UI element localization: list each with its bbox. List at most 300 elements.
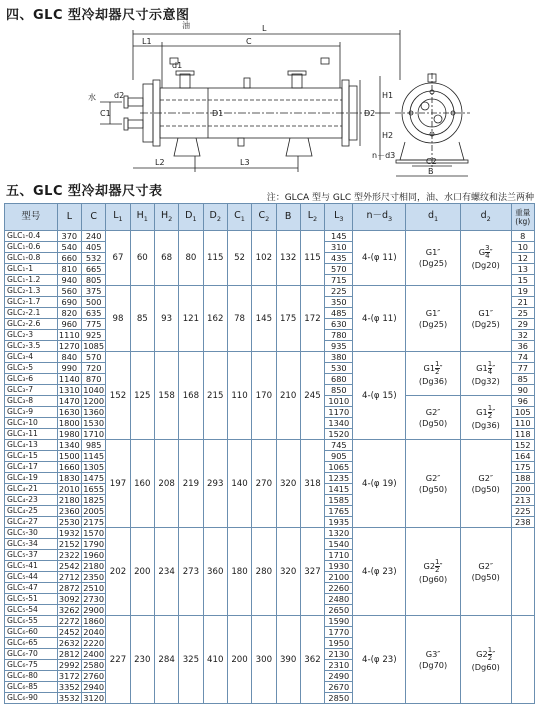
cell-d2-inch-mark: ″ — [492, 406, 496, 417]
cell-model: GLC₅-30 — [5, 528, 58, 539]
cell-D2: 410 — [203, 616, 227, 704]
cell-model: GLC₂-3.5 — [5, 341, 58, 352]
cell-C: 665 — [82, 264, 106, 275]
cell-L: 3262 — [58, 605, 80, 615]
cell-model: GLC₆-90 — [5, 693, 58, 704]
table-row — [5, 616, 535, 627]
cell-d1 — [406, 440, 461, 528]
cell-d2-inch-mark: ″ — [489, 247, 493, 257]
cell-B: 132 — [276, 231, 300, 286]
cell-d2-dg: (Dg50) — [471, 571, 500, 582]
cell-B: 210 — [276, 352, 300, 440]
cell-D1: 273 — [179, 528, 203, 616]
section4-title: 四、GLC 型冷却器尺寸示意图 — [6, 8, 190, 23]
cooler-dimension-drawing — [0, 18, 538, 178]
cell-d2-dg: (Dg32) — [471, 375, 500, 386]
cell-C: 532 — [82, 253, 106, 264]
col-H1: $H_1$ — [130, 204, 154, 231]
cell-L3: 850 — [325, 385, 353, 396]
cell-B: 320 — [276, 440, 300, 528]
cell-weight: 188 — [511, 473, 534, 484]
cell-model: GLC₂-3 — [5, 330, 58, 341]
cell-model: GLC₃-11 — [5, 429, 58, 440]
cell-d1-num: 1 — [435, 359, 440, 368]
cell-d1-thread: G1″ — [425, 307, 441, 318]
cell-L3: 350 — [325, 297, 353, 308]
cell-d2-dg: (Dg60) — [471, 661, 500, 672]
cell-model: GLC₅-47 — [5, 583, 58, 594]
cell-model: GLC₆-60 — [5, 627, 58, 638]
cell-d2-den: 4 — [485, 252, 490, 260]
dim-label-C1: C1 — [100, 109, 111, 118]
cell-d1-dg: (Dg25) — [418, 258, 448, 268]
cell-L3: 435 — [325, 253, 353, 264]
cell-L: 3532 — [58, 693, 80, 703]
cell-L3: 145 — [325, 231, 353, 242]
cell-weight: 29 — [511, 319, 534, 330]
cell-L: 1500 — [58, 451, 80, 461]
cell-C: 1200 — [83, 396, 105, 406]
table-row — [5, 528, 535, 539]
cell-weight: 225 — [511, 506, 534, 517]
dim-label-L1: L1 — [142, 37, 152, 46]
cell-L: 960 — [57, 319, 81, 330]
cell-C: 2760 — [83, 671, 105, 681]
cell-d2-num: 1 — [487, 359, 493, 368]
cell-L3: 715 — [325, 275, 353, 286]
cell-C: 635 — [82, 308, 106, 319]
cell-model: GLC₂-1.3 — [5, 286, 58, 297]
cell-L1: 202 — [106, 528, 130, 616]
cell-L: 2632 — [58, 638, 80, 648]
cell-L: 370 — [57, 231, 81, 242]
cell-d1-den: 2 — [435, 565, 440, 574]
cell-L: 2180 — [58, 495, 80, 505]
cell-weight: 32 — [511, 330, 534, 341]
cell-d2-num: 1 — [487, 645, 493, 654]
cell-weight: 12 — [511, 253, 534, 264]
table-row — [5, 286, 535, 297]
cell-L3: 2650 — [325, 605, 353, 616]
cell-d1-inch-mark: ″ — [439, 362, 443, 373]
cell-L: 2452 — [58, 627, 80, 637]
col-B: B — [276, 204, 300, 231]
cell-weight: 25 — [511, 308, 534, 319]
cell-L3: 380 — [325, 352, 353, 363]
cell-L: 2992 — [58, 660, 80, 670]
cell-weight: 238 — [511, 517, 534, 528]
cell-C: 1085 — [83, 341, 105, 351]
table-row — [5, 440, 535, 451]
cell-d1-dg: (Dg70) — [418, 659, 448, 670]
cell-d2-inch-mark: ″ — [492, 362, 496, 373]
cell-C: 2400 — [83, 649, 105, 659]
cell-H1: 160 — [130, 440, 154, 528]
cell-d1 — [406, 286, 461, 352]
cell-C: 570 — [82, 352, 106, 363]
cell-L1: 227 — [106, 616, 130, 704]
cell-C: 2580 — [83, 660, 105, 670]
cell-L: 810 — [57, 264, 81, 275]
cell-B: 175 — [276, 286, 300, 352]
cell-C: 1825 — [83, 495, 105, 505]
cell-d1 — [406, 231, 461, 286]
dim-label-D2: D2 — [364, 109, 376, 118]
cell-d2-dg: (Dg25) — [471, 318, 500, 329]
cell-d2 — [460, 352, 511, 396]
col-D2: $D_2$ — [203, 204, 227, 231]
cell-C2: 145 — [252, 286, 276, 352]
cell-D2: 360 — [203, 528, 227, 616]
cell-d2 — [460, 528, 511, 616]
cell-d1-dg: (Dg50) — [418, 483, 448, 494]
dim-label-L2: L2 — [155, 158, 165, 167]
cell-H1: 230 — [130, 616, 154, 704]
cell-model: GLC₂-2.6 — [5, 319, 58, 330]
cell-C1: 180 — [227, 528, 251, 616]
cell-L: 820 — [57, 308, 81, 319]
cell-weight: 164 — [511, 451, 534, 462]
cell-L2: 115 — [300, 231, 324, 286]
cell-D1: 219 — [179, 440, 203, 528]
cell-C: 1960 — [83, 550, 105, 560]
table-body — [5, 231, 535, 704]
cell-L3: 570 — [325, 264, 353, 275]
cell-d2-thread: G2 — [476, 648, 488, 659]
cell-D1: 325 — [179, 616, 203, 704]
cell-L: 2322 — [58, 550, 80, 560]
cell-C: 1530 — [83, 418, 105, 428]
cell-model: GLC₄-23 — [5, 495, 58, 506]
cell-model: GLC₆-85 — [5, 682, 58, 693]
cell-C: 3120 — [83, 693, 105, 703]
cell-L: 2272 — [58, 616, 80, 626]
cell-L3: 485 — [325, 308, 353, 319]
cell-model: GLC₅-34 — [5, 539, 58, 550]
table-row — [5, 352, 535, 363]
cell-d2-num: 1 — [487, 403, 493, 412]
cell-L: 2010 — [58, 484, 80, 494]
cell-L3: 1340 — [325, 418, 353, 429]
cell-H1: 200 — [130, 528, 154, 616]
cell-L3: 630 — [325, 319, 353, 330]
cell-d2-num: 3 — [485, 244, 490, 252]
col-H2: $H_2$ — [154, 204, 178, 231]
cell-L3: 1010 — [325, 396, 353, 407]
cell-weight: 21 — [511, 297, 534, 308]
cell-L3: 1170 — [325, 407, 353, 418]
cell-L2: 172 — [300, 286, 324, 352]
cell-L: 3172 — [58, 671, 80, 681]
cell-model: GLC₄-15 — [5, 451, 58, 462]
cell-d1-thread: G1 — [423, 362, 436, 373]
cell-weight: 10 — [511, 242, 534, 253]
cell-model: GLC₃-8 — [5, 396, 58, 407]
cell-C: 720 — [82, 363, 106, 374]
cell-C: 2510 — [83, 583, 105, 593]
cell-L3: 1540 — [325, 539, 353, 550]
cell-L3: 2260 — [325, 583, 353, 594]
cell-model: GLC₅-51 — [5, 594, 58, 605]
cell-model: GLC₅-54 — [5, 605, 58, 616]
col-L1: $L_1$ — [106, 204, 130, 231]
cell-d1-dg: (Dg25) — [418, 318, 448, 329]
cell-L3: 2490 — [325, 671, 353, 682]
cell-L: 840 — [57, 352, 81, 363]
col-d1: $d_1$ — [406, 204, 461, 231]
cell-H2: 68 — [154, 231, 178, 286]
cell-C2: 270 — [252, 440, 276, 528]
col-C: C — [82, 204, 106, 231]
col-d2: $d_2$ — [460, 204, 511, 231]
cell-model: GLC₁-0.8 — [5, 253, 58, 264]
dim-label-D1: D1 — [212, 109, 224, 118]
cell-L: 1310 — [58, 385, 80, 395]
cell-weight: 85 — [511, 374, 534, 385]
cell-weight — [511, 616, 534, 704]
dim-label-d1: d1 — [172, 61, 183, 70]
cell-model: GLC₁-0.6 — [5, 242, 58, 253]
cell-d2-thread: G — [478, 247, 486, 257]
cell-L: 990 — [57, 363, 81, 374]
cell-d1-inch-mark: ″ — [439, 560, 443, 571]
cell-L: 2152 — [58, 539, 80, 549]
cell-L3: 780 — [325, 330, 353, 341]
cell-L: 540 — [57, 242, 81, 253]
cell-model: GLC₁-1 — [5, 264, 58, 275]
cell-weight: 74 — [511, 352, 534, 363]
dim-label-L3: L3 — [240, 158, 250, 167]
cell-L: 1800 — [58, 418, 80, 428]
dim-label-H1: H1 — [382, 91, 394, 100]
dim-label-H2: H2 — [382, 131, 394, 140]
cell-weight: 36 — [511, 341, 534, 352]
cell-model: GLC₄-25 — [5, 506, 58, 517]
cell-d2 — [460, 286, 511, 352]
cell-model: GLC₃-7 — [5, 385, 58, 396]
cell-model: GLC₁-0.4 — [5, 231, 58, 242]
col-nd3: $n-d_3$ — [353, 204, 406, 231]
cell-weight: 118 — [511, 429, 534, 440]
cell-C: 1790 — [83, 539, 105, 549]
cell-d1-den: 2 — [435, 367, 440, 376]
cell-L3: 1415 — [325, 484, 353, 495]
cell-C1: 200 — [227, 616, 251, 704]
cell-C: 1860 — [83, 616, 105, 626]
cell-L3: 1935 — [325, 517, 353, 528]
cell-d2-dg: (Dg50) — [471, 483, 500, 494]
cell-d2-thread: G1 — [476, 406, 488, 417]
cell-d2-den: 2 — [487, 411, 493, 420]
cell-model: GLC₄-19 — [5, 473, 58, 484]
cell-model: GLC₃-4 — [5, 352, 58, 363]
cell-C: 2900 — [83, 605, 105, 615]
cell-d2-thread: G1″ — [478, 307, 494, 318]
cell-d2 — [460, 396, 511, 440]
cell-C: 2005 — [83, 506, 105, 516]
cell-nd3: 4-(φ 11) — [353, 231, 406, 286]
cell-d1-thread: G2″ — [425, 472, 441, 483]
col-C2: $C_2$ — [252, 204, 276, 231]
cell-nd3: 4-(φ 19) — [353, 440, 406, 528]
cell-C: 2175 — [83, 517, 105, 527]
cell-C: 805 — [82, 275, 106, 286]
cell-weight: 8 — [511, 231, 534, 242]
col-C1: $C_1$ — [227, 204, 251, 231]
cell-L3: 2480 — [325, 594, 353, 605]
cell-L3: 1930 — [325, 561, 353, 572]
cell-model: GLC₄-13 — [5, 440, 58, 451]
cell-d1 — [406, 528, 461, 616]
cell-C: 375 — [82, 286, 106, 297]
section5-title: 五、GLC 型冷却器尺寸表 — [6, 184, 163, 199]
dim-label-nd3: n－d3 — [372, 151, 396, 160]
cell-C: 1145 — [83, 451, 105, 461]
cell-L3: 1770 — [325, 627, 353, 638]
cell-weight: 15 — [511, 275, 534, 286]
cell-H2: 93 — [154, 286, 178, 352]
cell-L: 1932 — [58, 528, 80, 538]
cell-C: 1305 — [83, 462, 105, 472]
cell-model: GLC₅-44 — [5, 572, 58, 583]
cell-L: 1830 — [58, 473, 80, 483]
cell-H2: 234 — [154, 528, 178, 616]
cell-L: 2712 — [58, 572, 80, 582]
col-model: 型号 — [5, 204, 58, 231]
cell-model: GLC₅-41 — [5, 561, 58, 572]
cell-L: 940 — [57, 275, 81, 286]
cell-d2-dg: (Dg36) — [471, 419, 500, 430]
cell-d2 — [460, 440, 511, 528]
cell-d2-thread: G2″ — [478, 472, 494, 483]
col-L: L — [57, 204, 81, 231]
cell-C: 2220 — [83, 638, 105, 648]
cell-model: GLC₁-1.2 — [5, 275, 58, 286]
cell-H2: 284 — [154, 616, 178, 704]
cell-C2: 170 — [252, 352, 276, 440]
col-L3: $L_3$ — [325, 204, 353, 231]
cell-C1: 140 — [227, 440, 251, 528]
cell-nd3: 4-(φ 23) — [353, 616, 406, 704]
cell-C: 2350 — [83, 572, 105, 582]
cell-C: 2040 — [83, 627, 105, 637]
cell-model: GLC₄-27 — [5, 517, 58, 528]
cell-L: 1340 — [58, 440, 80, 450]
cell-C: 405 — [82, 242, 106, 253]
cell-L: 1630 — [58, 407, 80, 417]
cell-model: GLC₂-2.1 — [5, 308, 58, 319]
cell-nd3: 4-(φ 11) — [353, 286, 406, 352]
cell-d2-inch-mark: ″ — [492, 648, 496, 659]
cell-L3: 310 — [325, 242, 353, 253]
cell-L3: 2850 — [325, 693, 353, 704]
cell-L3: 1710 — [325, 550, 353, 561]
cell-L2: 327 — [300, 528, 324, 616]
cell-L3: 905 — [325, 451, 353, 462]
cell-L: 3092 — [58, 594, 80, 604]
cell-D2: 293 — [203, 440, 227, 528]
dim-label-B: B — [428, 167, 434, 176]
cell-C: 1655 — [83, 484, 105, 494]
dim-label-L: L — [262, 24, 267, 33]
cell-d1-dg: (Dg36) — [418, 375, 448, 386]
cell-C2: 102 — [252, 231, 276, 286]
cell-model: GLC₆-80 — [5, 671, 58, 682]
cell-C2: 280 — [252, 528, 276, 616]
cell-C: 775 — [82, 319, 106, 330]
table-row — [5, 231, 535, 242]
cell-L: 1660 — [58, 462, 80, 472]
cell-H1: 60 — [130, 231, 154, 286]
table-header-row — [5, 204, 535, 231]
cell-model: GLC₃-5 — [5, 363, 58, 374]
cell-D2: 162 — [203, 286, 227, 352]
cell-d1-num: 1 — [435, 557, 440, 566]
cell-L3: 935 — [325, 341, 353, 352]
cell-L2: 245 — [300, 352, 324, 440]
cell-model: GLC₅-37 — [5, 550, 58, 561]
cell-L3: 1765 — [325, 506, 353, 517]
cell-d1-dg: (Dg60) — [418, 573, 448, 584]
cell-model: GLC₃-6 — [5, 374, 58, 385]
dim-label-oil: 油 — [182, 21, 190, 30]
cell-L: 2542 — [58, 561, 80, 571]
cell-d2-thread: G1 — [476, 362, 488, 373]
cell-L: 2812 — [58, 649, 80, 659]
cell-L3: 2310 — [325, 660, 353, 671]
cell-L3: 1950 — [325, 638, 353, 649]
cell-L2: 362 — [300, 616, 324, 704]
cell-L: 660 — [57, 253, 81, 264]
cell-C: 240 — [82, 231, 106, 242]
cell-d2 — [460, 616, 511, 704]
cell-model: GLC₃-10 — [5, 418, 58, 429]
cell-L3: 1590 — [325, 616, 353, 627]
table-note: 注：GLCA 型与 GLC 型外形尺寸相同，油、水口有螺纹和法兰两种 — [266, 193, 534, 203]
cell-model: GLC₆-65 — [5, 638, 58, 649]
cell-weight: 19 — [511, 286, 534, 297]
cell-L3: 745 — [325, 440, 353, 451]
cell-d1-thread: G3″ — [425, 648, 441, 659]
cell-nd3: 4-(φ 15) — [353, 352, 406, 440]
cell-C: 1360 — [83, 407, 105, 417]
cell-d1 — [406, 352, 461, 396]
cell-model: GLC₄-21 — [5, 484, 58, 495]
cell-d2 — [460, 231, 511, 286]
cell-D1: 80 — [179, 231, 203, 286]
cell-L3: 2130 — [325, 649, 353, 660]
cell-model: GLC₂-1.7 — [5, 297, 58, 308]
cell-L1: 98 — [106, 286, 130, 352]
cell-D1: 121 — [179, 286, 203, 352]
cell-C: 985 — [82, 440, 106, 451]
cell-weight: 77 — [511, 363, 534, 374]
cell-weight: 152 — [511, 440, 534, 451]
cell-C: 2180 — [83, 561, 105, 571]
cell-C: 1475 — [83, 473, 105, 483]
cell-B: 390 — [276, 616, 300, 704]
cell-L3: 2100 — [325, 572, 353, 583]
cell-d2-thread: G2″ — [478, 560, 494, 571]
cell-C: 2940 — [83, 682, 105, 692]
cell-H2: 208 — [154, 440, 178, 528]
cell-L3: 1585 — [325, 495, 353, 506]
cell-weight: 13 — [511, 264, 534, 275]
cell-d1-thread: G2″ — [425, 406, 441, 417]
cell-L3: 2670 — [325, 682, 353, 693]
cell-C: 925 — [82, 330, 106, 341]
dim-label-C: C — [246, 37, 252, 46]
